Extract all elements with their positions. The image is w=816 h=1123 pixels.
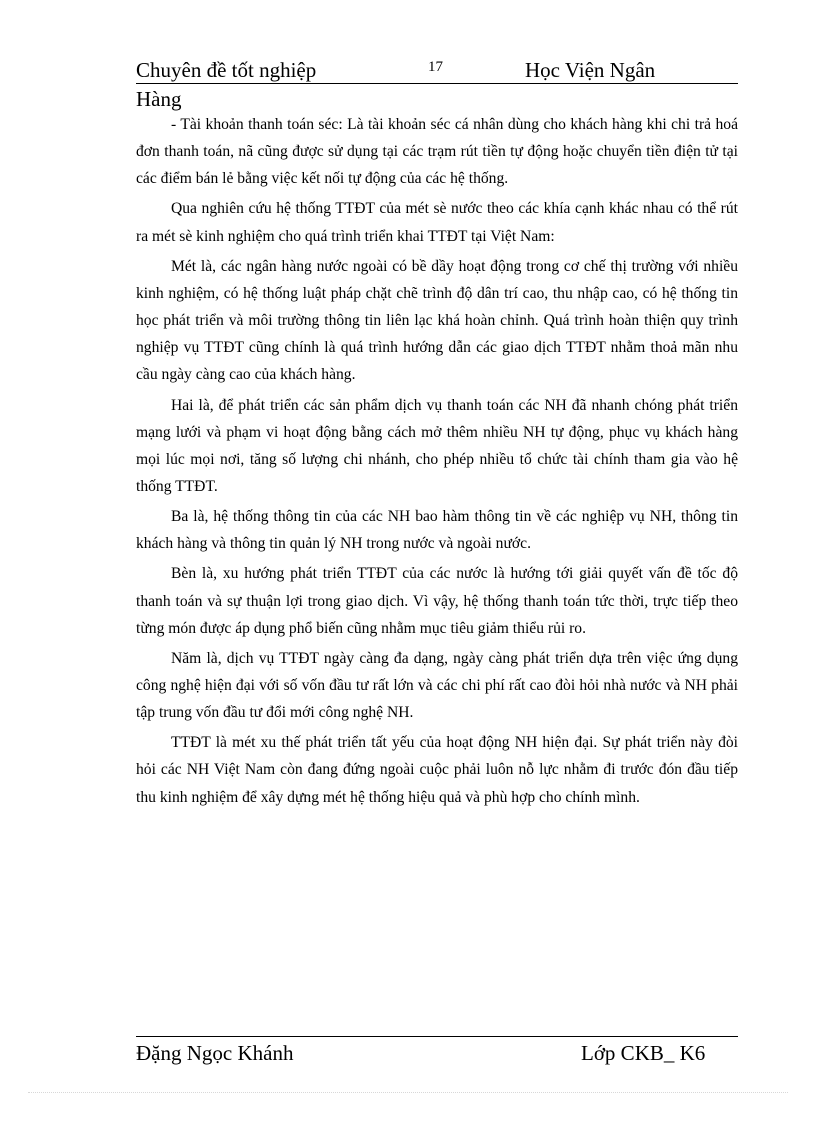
- document-body: [136, 111, 738, 811]
- footer-class: Lớp CKB_ K6: [581, 1041, 706, 1065]
- header-institution: Học Viện Ngân: [525, 58, 656, 82]
- paragraph-lesson-one: Mét là, các ngân hàng nước ngoài có bề dầy hoạt động trong cơ chế thị trường với nhiều kinh nghiệm, có hệ thống luật pháp chặt chẽ trình độ dân trí cao, thu nhập cao, có hệ thống tin học phát triển và môi trường thông tin liên lạc khá hoàn chỉnh. Quá trình hoàn thiện quy trình nghiệp vụ TTĐT cũng chính là quá trình hướng dẫn các giao dịch TTĐT nhằm thoả mãn nhu cầu ngày càng cao của khách hàng.: [136, 257, 738, 384]
- paragraph-cheque-account: - Tài khoản thanh toán séc: Là tài khoản séc cá nhân dùng cho khách hàng khi chi trả hoá đơn thanh toán, nã cũng được sử dụng tại các trạm rút tiền tự động hoặc chuyển tiền điện tử tại các điểm bán lẻ bằng việc kết nối tự động của các hệ thống.: [136, 116, 738, 188]
- paragraph-lesson-five: Năm là, dịch vụ TTĐT ngày càng đa dạng, ngày càng phát triển dựa trên việc ứng dụng công nghệ hiện đại với số vốn đầu tư rất lớn và các chi phí rất cao đòi hỏi nhà nước và NH phải tập trung vốn đầu tư đổi mới công nghệ NH.: [136, 649, 738, 722]
- footer-rule: [136, 1036, 738, 1037]
- paragraph-conclusion: TTĐT là mét xu thế phát triển tất yếu của hoạt động NH hiện đại. Sự phát triển này đòi hỏi các NH Việt Nam còn đang đứng ngoài cuộc phải luôn nỗ lực nhằm đi trước đón đầu tiếp thu kinh nghiệm để xây dựng mét hệ thống hiệu quả và phù hợp cho chính mình.: [136, 734, 738, 806]
- page-number: 17: [428, 59, 443, 75]
- paragraph-lesson-four: Bèn là, xu hướng phát triển TTĐT của các nước là hướng tới giải quyết vấn đề tốc độ thanh toán và sự thuận lợi trong giao dịch. Vì vậy, hệ thống thanh toán tức thời, trực tiếp theo từng món được áp dụng phổ biến cũng nhằm mục tiêu giảm thiểu rủi ro.: [136, 565, 738, 637]
- page-header: [136, 57, 738, 84]
- header-institution-continued: Hàng: [136, 87, 182, 111]
- page-bottom-edge: [28, 1092, 788, 1093]
- footer-author: Đặng Ngọc Khánh: [136, 1041, 294, 1065]
- paragraph-lesson-three: Ba là, hệ thống thông tin của các NH bao hàm thông tin về các nghiệp vụ NH, thông tin khách hàng và thông tin quản lý NH trong nước và ngoài nước.: [136, 508, 738, 553]
- paragraph-lesson-two: Hai là, để phát triển các sản phẩm dịch vụ thanh toán các NH đã nhanh chóng phát triển mạng lưới và phạm vi hoạt động bằng cách mở thêm nhiều NH tự động, phục vụ khách hàng mọi lúc mọi nơi, tăng số lượng chi nhánh, cho phép nhiều tổ chức tài chính tham gia vào hệ thống TTĐT.: [136, 396, 738, 495]
- paragraph-lessons-intro: Qua nghiên cứu hệ thống TTĐT của mét sè nước theo các khía cạnh khác nhau có thể rút ra mét sè kinh nghiệm cho quá trình triển khai TTĐT tại Việt Nam:: [136, 200, 738, 245]
- header-title: Chuyên đề tốt nghiệp: [136, 58, 317, 82]
